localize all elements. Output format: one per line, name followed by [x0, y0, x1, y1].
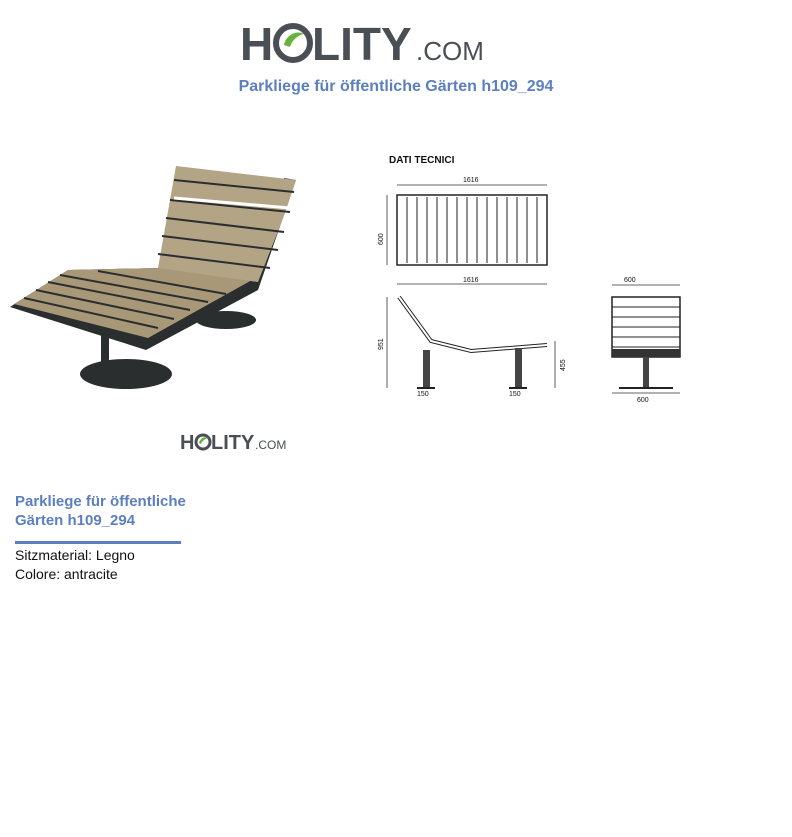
product-name — [15, 492, 235, 530]
svg-text:600: 600 — [624, 277, 636, 284]
title-divider — [15, 541, 181, 544]
spec-color: Colore: antracite — [15, 566, 118, 582]
svg-text:H: H — [180, 432, 195, 454]
svg-text:600: 600 — [378, 233, 385, 245]
svg-text:LITY: LITY — [211, 432, 255, 454]
svg-text:DATI TECNICI: DATI TECNICI — [389, 155, 455, 166]
page-title: Parkliege für öffentliche Gärten h109_294 — [238, 78, 554, 95]
svg-text:150: 150 — [509, 391, 521, 398]
svg-text:1616: 1616 — [463, 177, 479, 184]
product-image — [8, 150, 308, 400]
holity-logo-small — [180, 429, 287, 455]
product-name-line2: Gärten h109_294 — [15, 512, 136, 529]
svg-text:.COM: .COM — [416, 36, 484, 66]
svg-text:951: 951 — [378, 338, 385, 350]
logo-o-icon — [276, 26, 310, 60]
svg-text:1616: 1616 — [463, 277, 479, 284]
holity-logo[interactable] — [240, 14, 490, 72]
product-name-line1: Parkliege für öffentliche — [15, 493, 186, 510]
technical-drawing — [375, 145, 695, 405]
svg-text:455: 455 — [560, 359, 567, 371]
spec-seat-material: Sitzmaterial: Legno — [15, 547, 135, 563]
svg-text:H: H — [240, 18, 274, 70]
svg-text:.COM: .COM — [255, 438, 287, 452]
svg-text:150: 150 — [417, 391, 429, 398]
svg-text:600: 600 — [637, 397, 649, 404]
svg-text:LITY: LITY — [312, 18, 412, 70]
